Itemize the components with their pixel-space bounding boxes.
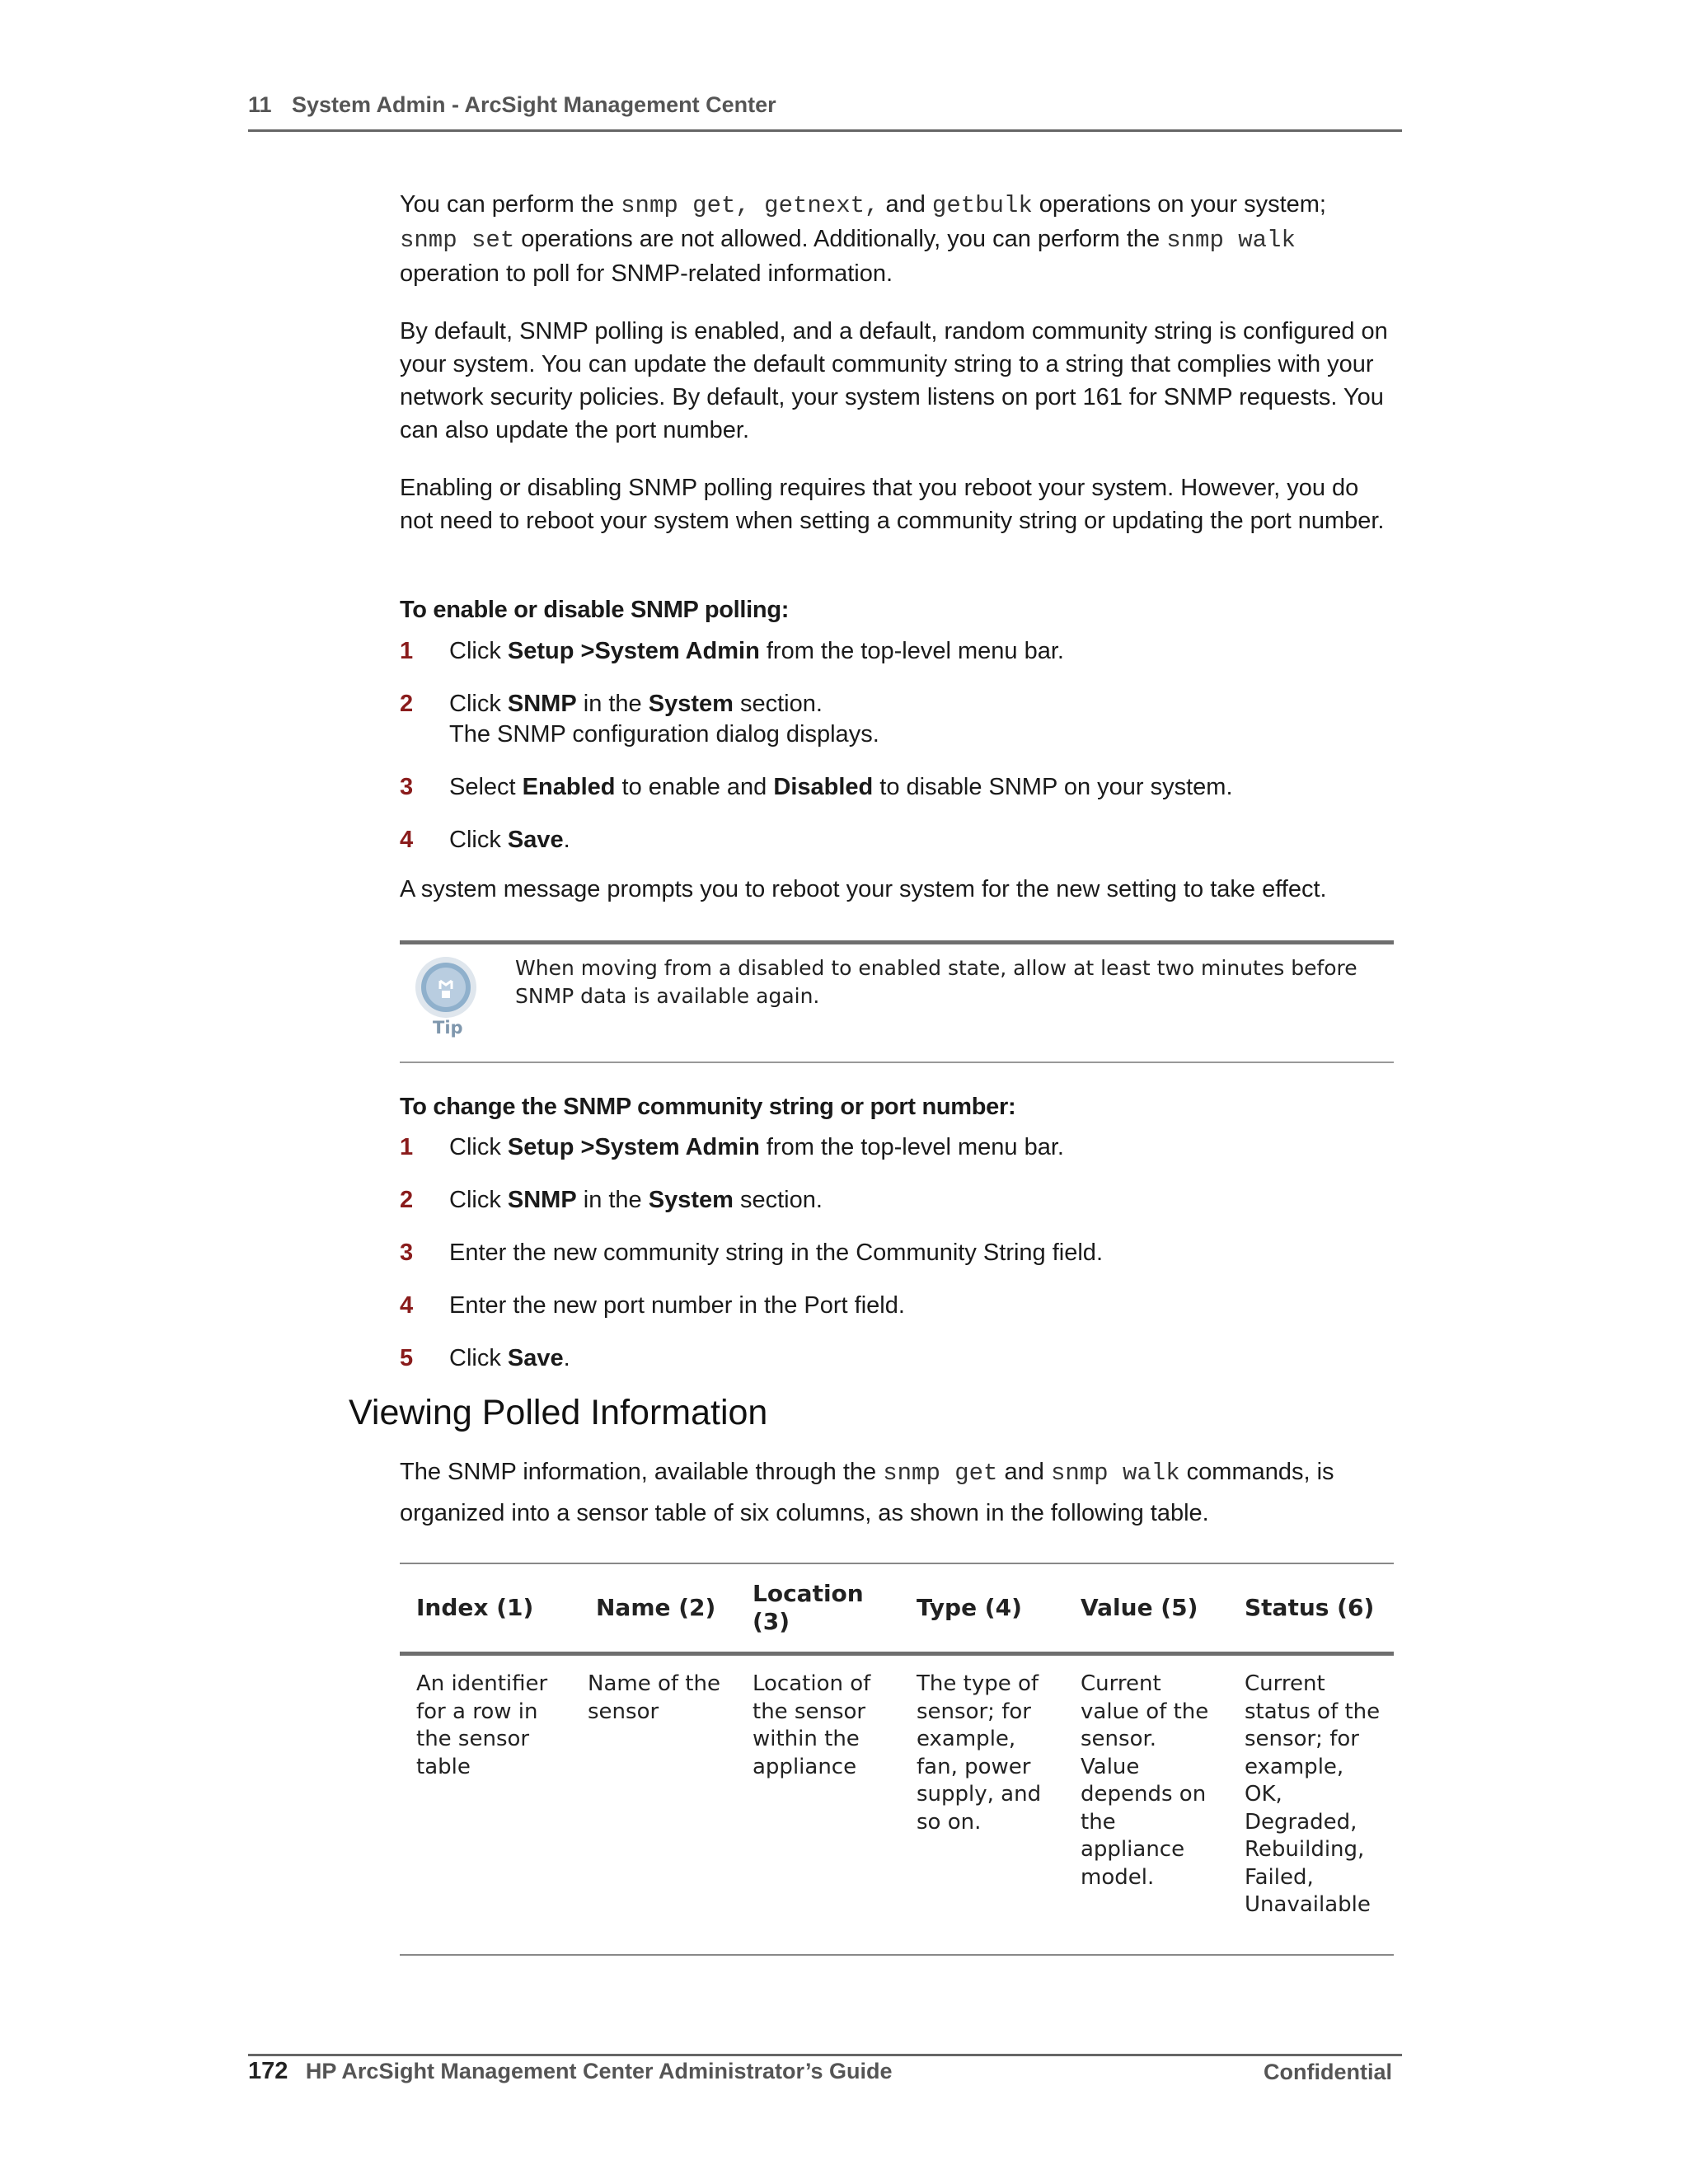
page-header xyxy=(248,92,1402,118)
table-cell-value: Current value of the sensor. Value depends on the appliance model. xyxy=(1081,1671,1209,1890)
table-cell-index: An identifier for a row in the sensor table xyxy=(416,1671,548,1779)
intro-paragraph-1: You can perform the snmp get, getnext, and getbulk operations on your system; snmp set operations are not allowed. Additionally, you can perform the snmp walk operation to poll for SNMP-related information. xyxy=(400,191,1326,287)
code-snmp-walk: snmp walk xyxy=(1166,227,1296,254)
list-item: 4 Enter the new port number in the Port field. xyxy=(400,1292,905,1319)
tip-box xyxy=(400,940,1394,1063)
list-item: 4 Click Save. xyxy=(400,827,570,853)
header-divider xyxy=(248,129,1402,132)
code-snmp-set: snmp set xyxy=(400,227,515,254)
code-snmp-get: snmp get, getnext, xyxy=(621,192,879,219)
code-getbulk: getbulk xyxy=(931,192,1033,219)
column-header-status: Status (6) xyxy=(1245,1594,1375,1621)
table-header-row xyxy=(400,1564,1394,1656)
column-header-name: Name (2) xyxy=(596,1594,716,1621)
list-item: 3 Select Enabled to enable and Disabled to disable SNMP on your system. xyxy=(400,774,1233,800)
table-cell-location: Location of the sensor within the appliance xyxy=(753,1671,871,1779)
list-item: 3 Enter the new community string in the Community String field. xyxy=(400,1240,1103,1266)
list-item: 5 Click Save. xyxy=(400,1345,570,1371)
intro-paragraph-3: Enabling or disabling SNMP polling requires that you reboot your system. However, you do not need to reboot your system when setting a community string or updating the port number. xyxy=(400,475,1385,534)
table-cell-type: The type of sensor; for example, fan, power supply, and so on. xyxy=(917,1671,1042,1835)
table-cell-status: Current status of the sensor; for example, OK, Degraded, Rebuilding, Failed, Unavailable xyxy=(1245,1671,1381,1917)
list-item: 2 Click SNMP in the System section. xyxy=(400,1187,823,1213)
procedure-title-community: To change the SNMP community string or port number: xyxy=(400,1094,1016,1120)
section-heading: Viewing Polled Information xyxy=(349,1393,768,1432)
column-header-type: Type (4) xyxy=(917,1594,1022,1621)
chapter-number: 11 xyxy=(248,92,272,117)
confidential-label: Confidential xyxy=(1264,2060,1392,2084)
reboot-note: A system message prompts you to reboot your system for the new setting to take effect. xyxy=(400,876,1327,902)
tip-label: Tip xyxy=(433,1018,463,1038)
page-footer xyxy=(248,2058,1392,2085)
footer-divider xyxy=(248,2054,1402,2056)
list-item: 2 Click SNMP in the System section. The SNMP configuration dialog displays. xyxy=(400,691,879,748)
tip-text: When moving from a disabled to enabled state, allow at least two minutes before SNMP data is available again. xyxy=(515,956,1357,1008)
section-intro: The SNMP information, available through the snmp get and snmp walk commands, is organized into a sensor table of six columns, as shown in the following table. xyxy=(400,1459,1334,1526)
code-snmp-get: snmp get xyxy=(883,1460,998,1487)
code-snmp-walk: snmp walk xyxy=(1050,1460,1180,1487)
intro-text xyxy=(400,188,1397,562)
column-header-location: Location (3) xyxy=(753,1580,864,1635)
column-header-index: Index (1) xyxy=(416,1594,534,1621)
table-row xyxy=(400,1656,1394,1954)
procedure-steps-community xyxy=(400,1132,1397,1374)
page-number: 172 xyxy=(248,2058,288,2084)
procedure-steps-enable xyxy=(400,636,1397,855)
lightbulb-icon xyxy=(413,956,479,1038)
column-header-value: Value (5) xyxy=(1081,1594,1198,1621)
chapter-title: System Admin - ArcSight Management Center xyxy=(292,92,776,117)
list-item: 1 Click Setup >System Admin from the top-level menu bar. xyxy=(400,638,1064,664)
table-cell-name: Name of the sensor xyxy=(588,1671,720,1724)
intro-paragraph-2: By default, SNMP polling is enabled, and a default, random community string is configured on your system. You can update the default community string to a string that complies with your network security policies. By default, your system listens on port 161 for SNMP requests. You can also update the port number. xyxy=(400,318,1388,443)
sensor-table xyxy=(400,1563,1394,1956)
guide-title: HP ArcSight Management Center Administrator’s Guide xyxy=(305,2059,893,2083)
procedure-title-enable: To enable or disable SNMP polling: xyxy=(400,597,790,623)
list-item: 1 Click Setup >System Admin from the top-level menu bar. xyxy=(400,1134,1064,1160)
